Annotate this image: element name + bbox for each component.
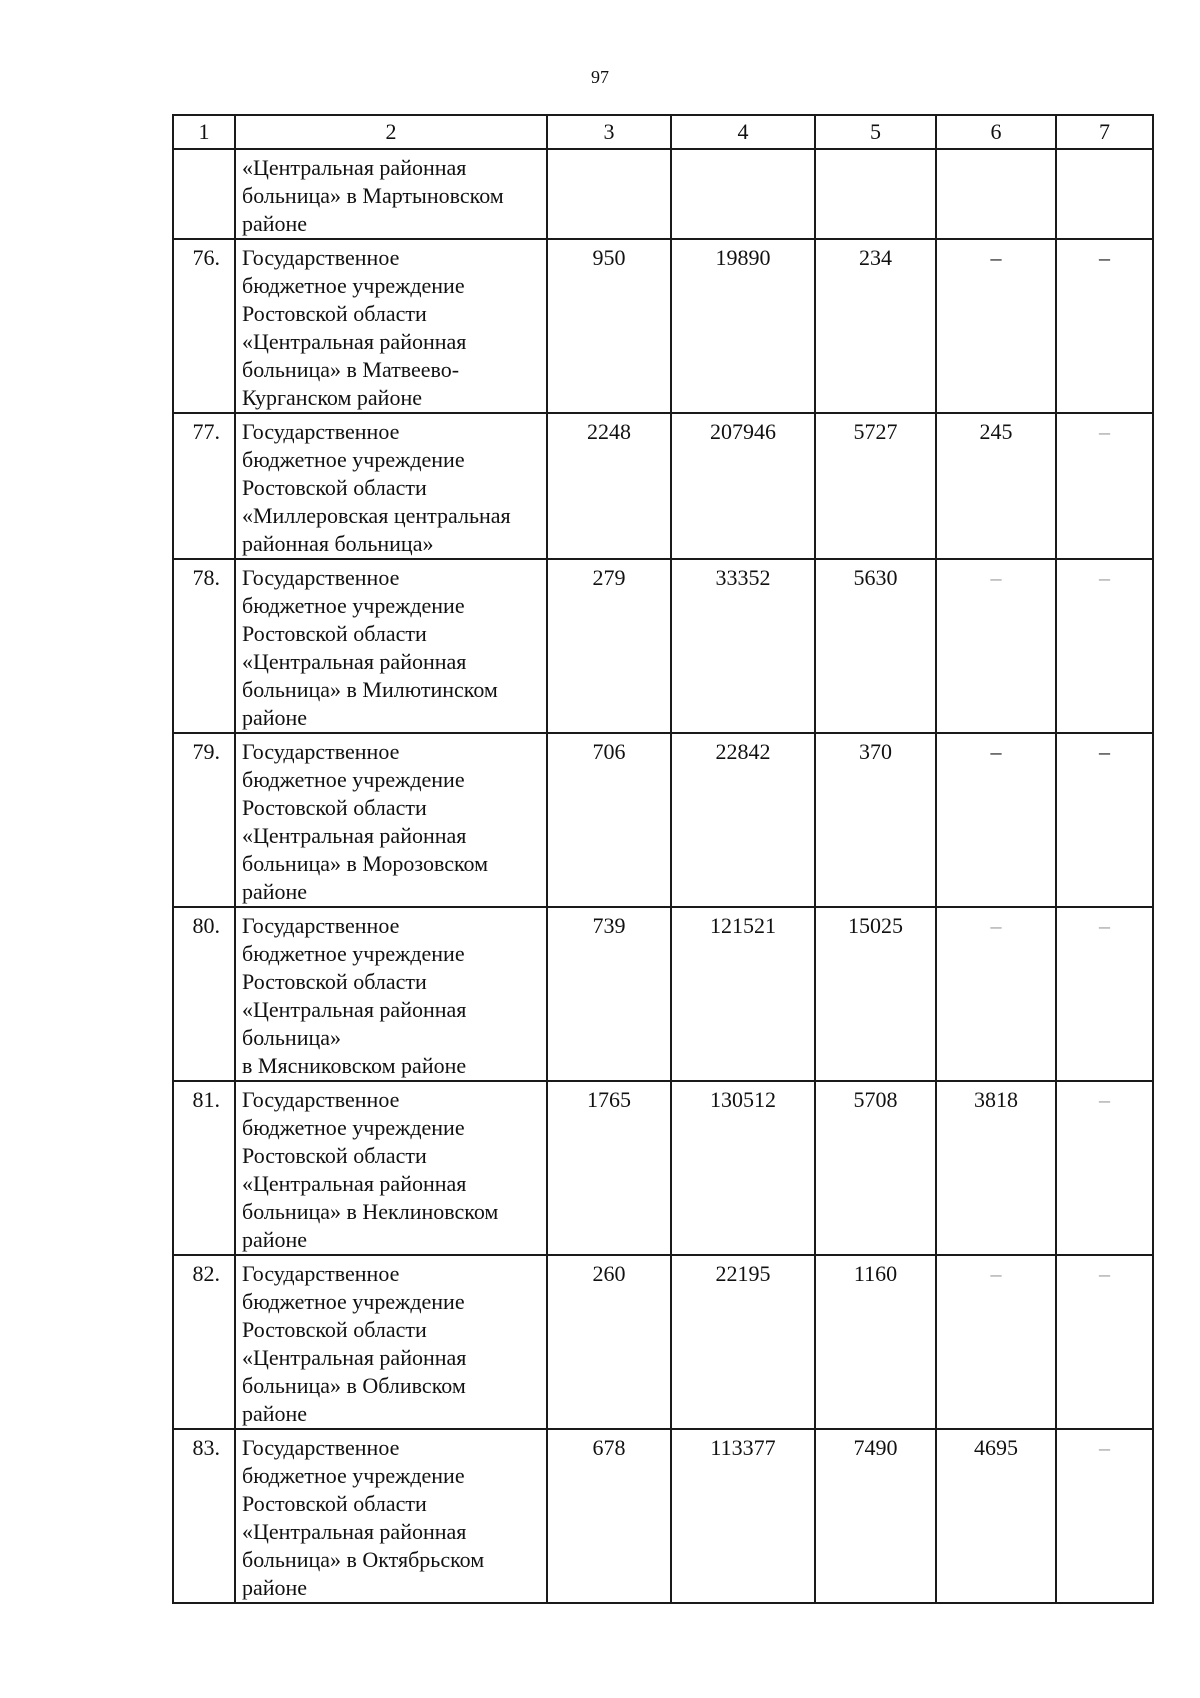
table-row <box>173 1429 1153 1603</box>
column-header: 2 <box>235 115 547 149</box>
data-table <box>172 114 1154 1604</box>
col-3-value-cell: 678 <box>547 1429 671 1603</box>
col-5-value-cell: 5708 <box>815 1081 936 1255</box>
row-number-cell: 80. <box>173 907 235 1081</box>
institution-name-cell: Государственное бюджетное учреждение Ростовской области «Центральная районная больница» в Матвеево- Курганском районе <box>235 239 547 413</box>
column-header: 6 <box>936 115 1056 149</box>
column-header: 1 <box>173 115 235 149</box>
row-number-cell: 77. <box>173 413 235 559</box>
col-7-value-cell: – <box>1056 907 1153 1081</box>
table-header-row <box>173 115 1153 149</box>
col-4-value-cell: 33352 <box>671 559 815 733</box>
col-5-value-cell: 5630 <box>815 559 936 733</box>
col-5-value-cell: 1160 <box>815 1255 936 1429</box>
institution-name-cell: «Центральная районная больница» в Мартыновском районе <box>235 149 547 239</box>
col-7-value-cell <box>1056 149 1153 239</box>
column-header: 5 <box>815 115 936 149</box>
table-row <box>173 149 1153 239</box>
col-6-value-cell: – <box>936 559 1056 733</box>
col-6-value-cell: – <box>936 239 1056 413</box>
col-6-value-cell: 245 <box>936 413 1056 559</box>
col-3-value-cell: 950 <box>547 239 671 413</box>
col-4-value-cell: 207946 <box>671 413 815 559</box>
institution-name-cell: Государственное бюджетное учреждение Ростовской области «Центральная районная больница» в Морозовском районе <box>235 733 547 907</box>
table-row <box>173 907 1153 1081</box>
col-7-value-cell: – <box>1056 559 1153 733</box>
col-5-value-cell: 7490 <box>815 1429 936 1603</box>
col-6-value-cell: – <box>936 1255 1056 1429</box>
col-5-value-cell: 370 <box>815 733 936 907</box>
col-5-value-cell: 5727 <box>815 413 936 559</box>
table-row <box>173 239 1153 413</box>
col-4-value-cell: 121521 <box>671 907 815 1081</box>
col-3-value-cell: 2248 <box>547 413 671 559</box>
col-3-value-cell: 706 <box>547 733 671 907</box>
col-5-value-cell: 234 <box>815 239 936 413</box>
table-row <box>173 1255 1153 1429</box>
table-row <box>173 1081 1153 1255</box>
row-number-cell: 82. <box>173 1255 235 1429</box>
row-number-cell: 78. <box>173 559 235 733</box>
col-7-value-cell: – <box>1056 733 1153 907</box>
col-5-value-cell: 15025 <box>815 907 936 1081</box>
table-row <box>173 413 1153 559</box>
table-row <box>173 733 1153 907</box>
col-7-value-cell: – <box>1056 1429 1153 1603</box>
col-7-value-cell: – <box>1056 413 1153 559</box>
institution-name-cell: Государственное бюджетное учреждение Ростовской области «Центральная районная больница» в Мясниковском районе <box>235 907 547 1081</box>
col-4-value-cell: 22195 <box>671 1255 815 1429</box>
row-number-cell: 83. <box>173 1429 235 1603</box>
col-7-value-cell: – <box>1056 1255 1153 1429</box>
col-4-value-cell <box>671 149 815 239</box>
column-header: 7 <box>1056 115 1153 149</box>
col-4-value-cell: 113377 <box>671 1429 815 1603</box>
col-7-value-cell: – <box>1056 1081 1153 1255</box>
table-row <box>173 559 1153 733</box>
col-4-value-cell: 19890 <box>671 239 815 413</box>
col-5-value-cell <box>815 149 936 239</box>
page-number: 97 <box>591 67 609 87</box>
institution-name-cell: Государственное бюджетное учреждение Ростовской области «Центральная районная больница» в Неклиновском районе <box>235 1081 547 1255</box>
col-6-value-cell: 4695 <box>936 1429 1056 1603</box>
col-3-value-cell <box>547 149 671 239</box>
institution-name-cell: Государственное бюджетное учреждение Ростовской области «Центральная районная больница» в Милютинском районе <box>235 559 547 733</box>
column-header: 3 <box>547 115 671 149</box>
col-6-value-cell: – <box>936 733 1056 907</box>
row-number-cell <box>173 149 235 239</box>
col-7-value-cell: – <box>1056 239 1153 413</box>
col-4-value-cell: 22842 <box>671 733 815 907</box>
col-6-value-cell <box>936 149 1056 239</box>
col-6-value-cell: 3818 <box>936 1081 1056 1255</box>
col-3-value-cell: 260 <box>547 1255 671 1429</box>
institution-name-cell: Государственное бюджетное учреждение Ростовской области «Центральная районная больница» в Обливском районе <box>235 1255 547 1429</box>
col-3-value-cell: 1765 <box>547 1081 671 1255</box>
col-3-value-cell: 279 <box>547 559 671 733</box>
column-header: 4 <box>671 115 815 149</box>
row-number-cell: 79. <box>173 733 235 907</box>
col-3-value-cell: 739 <box>547 907 671 1081</box>
row-number-cell: 81. <box>173 1081 235 1255</box>
institution-name-cell: Государственное бюджетное учреждение Ростовской области «Миллеровская центральная районная больница» <box>235 413 547 559</box>
row-number-cell: 76. <box>173 239 235 413</box>
institution-name-cell: Государственное бюджетное учреждение Ростовской области «Центральная районная больница» в Октябрьском районе <box>235 1429 547 1603</box>
col-6-value-cell: – <box>936 907 1056 1081</box>
col-4-value-cell: 130512 <box>671 1081 815 1255</box>
